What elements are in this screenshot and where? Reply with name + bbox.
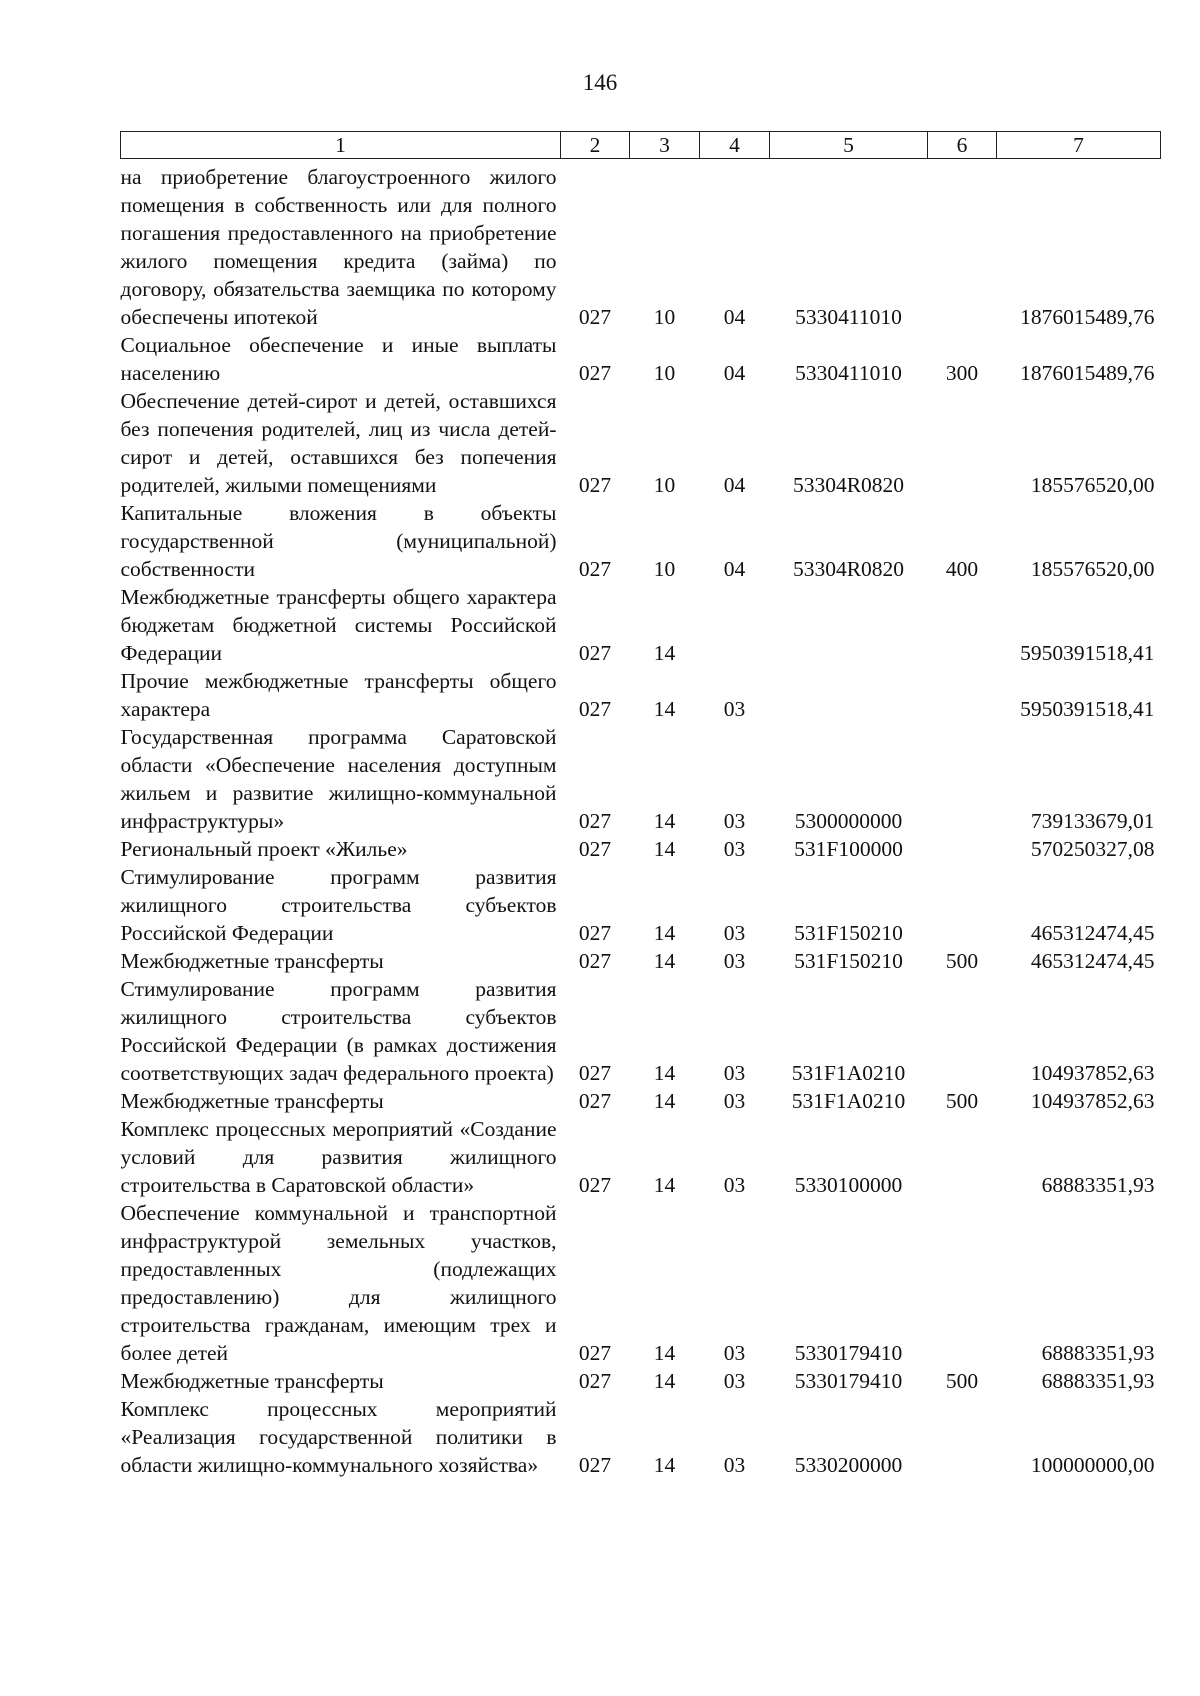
row-subsection-cell: 03 — [723, 1369, 746, 1393]
row-amount-cell: 100000000,00 — [1030, 1453, 1155, 1477]
column-header-4: 4 — [700, 132, 770, 159]
row-subsection-cell: 04 — [723, 473, 746, 497]
row-expense-type-cell — [928, 667, 997, 723]
table-row — [121, 723, 1161, 835]
row-subsection-cell: 03 — [723, 921, 746, 945]
row-expense-type-cell — [928, 863, 997, 947]
row-target-article-cell: 5330411010 — [795, 361, 902, 385]
row-subsection-cell: 03 — [723, 1453, 746, 1477]
row-name-cell: Комплекс процессных мероприятий «Создание условий для развития жилищного строительства в Саратовской области» — [120, 1117, 557, 1197]
row-expense-type-cell — [928, 1115, 997, 1199]
row-target-article-cell: 53304R0820 — [792, 557, 905, 581]
row-subsection-cell: 03 — [723, 949, 746, 973]
row-section-cell: 10 — [653, 473, 676, 497]
row-amount-cell: 739133679,01 — [1030, 809, 1155, 833]
column-header-1: 1 — [121, 132, 561, 159]
row-section-cell: 14 — [653, 809, 676, 833]
row-name-cell: Межбюджетные трансферты — [120, 1089, 384, 1113]
table-row — [121, 863, 1161, 947]
page-number: 146 — [582, 70, 618, 95]
row-name-cell: Обеспечение детей-сирот и детей, оставшихся без попечения родителей, лиц из числа детей-сирот и детей, оставшихся без попечения родителей, жилыми помещениями — [120, 389, 557, 497]
table-row — [121, 331, 1161, 387]
row-ved-cell: 027 — [578, 921, 612, 945]
row-ved-cell: 027 — [578, 1173, 612, 1197]
column-header-6: 6 — [928, 132, 997, 159]
row-ved-cell: 027 — [578, 1369, 612, 1393]
row-subsection-cell: 03 — [723, 1173, 746, 1197]
row-expense-type-cell: 300 — [945, 361, 979, 385]
column-header-3: 3 — [630, 132, 700, 159]
row-expense-type-cell — [928, 835, 997, 863]
row-amount-cell: 5950391518,41 — [1020, 697, 1155, 721]
row-name-cell: Капитальные вложения в объекты государственной (муниципальной) собственности — [120, 501, 557, 581]
row-ved-cell: 027 — [578, 1061, 612, 1085]
row-subsection-cell: 04 — [723, 305, 746, 329]
row-ved-cell: 027 — [578, 697, 612, 721]
row-amount-cell: 68883351,93 — [1041, 1173, 1155, 1197]
column-header-2: 2 — [561, 132, 630, 159]
column-header-7: 7 — [997, 132, 1161, 159]
row-expense-type-cell: 400 — [945, 557, 979, 581]
row-subsection-cell: 03 — [723, 1089, 746, 1113]
table-row — [121, 387, 1161, 499]
table-header-row — [121, 132, 1161, 159]
row-name-cell: Обеспечение коммунальной и транспортной инфраструктурой земельных участков, предоставленных (подлежащих предоставлению) для жилищного строительства гражданам, имеющим трех и более детей — [120, 1201, 557, 1365]
row-subsection-cell: 03 — [723, 1061, 746, 1085]
row-section-cell: 10 — [653, 361, 676, 385]
row-amount-cell: 5950391518,41 — [1020, 641, 1155, 665]
row-subsection-cell: 03 — [723, 837, 746, 861]
row-target-article-cell: 531F1A0210 — [791, 1089, 906, 1113]
row-target-article-cell: 531F150210 — [794, 949, 903, 973]
row-section-cell: 14 — [653, 949, 676, 973]
row-name-cell: Межбюджетные трансферты общего характера бюджетам бюджетной системы Российской Федерации — [120, 585, 557, 665]
row-name-cell: Региональный проект «Жилье» — [120, 837, 408, 861]
row-amount-cell: 104937852,63 — [1030, 1061, 1155, 1085]
row-expense-type-cell — [928, 975, 997, 1087]
row-subsection-cell: 03 — [723, 697, 746, 721]
table-row — [121, 1367, 1161, 1395]
row-expense-type-cell — [928, 387, 997, 499]
row-section-cell: 14 — [653, 1061, 676, 1085]
row-target-article-cell: 5300000000 — [794, 809, 903, 833]
row-target-article-cell: 53304R0820 — [792, 473, 905, 497]
row-expense-type-cell: 500 — [945, 1089, 979, 1113]
row-name-cell: на приобретение благоустроенного жилого помещения в собственность или для полного погашения предоставленного на приобретение жилого помещения кредита (займа) по договору, обязательства заемщика по которому обеспечены ипотекой — [120, 165, 557, 329]
table-row — [121, 667, 1161, 723]
row-ved-cell: 027 — [578, 1453, 612, 1477]
row-section-cell: 14 — [653, 1369, 676, 1393]
row-amount-cell: 104937852,63 — [1030, 1089, 1155, 1113]
row-target-article-cell: 531F1A0210 — [791, 1061, 906, 1085]
row-target-article-cell: 531F100000 — [794, 837, 903, 861]
table-row — [121, 1115, 1161, 1199]
row-section-cell: 14 — [653, 1453, 676, 1477]
row-expense-type-cell — [928, 159, 997, 332]
row-section-cell: 14 — [653, 1341, 676, 1365]
row-ved-cell: 027 — [578, 837, 612, 861]
row-expense-type-cell — [928, 1395, 997, 1479]
row-target-article-cell: 5330179410 — [794, 1369, 903, 1393]
row-name-cell: Комплекс процессных мероприятий «Реализация государственной политики в области жилищно-коммунального хозяйства» — [120, 1397, 557, 1477]
row-ved-cell: 027 — [578, 949, 612, 973]
row-name-cell: Государственная программа Саратовской области «Обеспечение населения доступным жильем и развитие жилищно-коммунальной инфраструктуры» — [120, 725, 557, 833]
row-name-cell: Социальное обеспечение и иные выплаты населению — [120, 333, 557, 385]
row-name-cell: Межбюджетные трансферты — [120, 949, 384, 973]
table-row — [121, 947, 1161, 975]
row-expense-type-cell: 500 — [945, 1369, 979, 1393]
row-name-cell: Стимулирование программ развития жилищного строительства субъектов Российской Федерации — [120, 865, 557, 945]
row-subsection-cell: 03 — [723, 1341, 746, 1365]
row-name-cell: Межбюджетные трансферты — [120, 1369, 384, 1393]
row-amount-cell: 465312474,45 — [1030, 949, 1155, 973]
column-header-5: 5 — [770, 132, 928, 159]
row-ved-cell: 027 — [578, 305, 612, 329]
row-section-cell: 10 — [653, 557, 676, 581]
row-section-cell: 10 — [653, 305, 676, 329]
table-row — [121, 1395, 1161, 1479]
table-row — [121, 975, 1161, 1087]
row-amount-cell: 68883351,93 — [1041, 1369, 1155, 1393]
row-amount-cell: 185576520,00 — [1030, 557, 1155, 581]
row-target-article-cell: 5330411010 — [795, 305, 902, 329]
row-ved-cell: 027 — [578, 1089, 612, 1113]
row-target-article-cell — [770, 583, 928, 667]
row-expense-type-cell — [928, 1199, 997, 1367]
row-section-cell: 14 — [653, 921, 676, 945]
row-ved-cell: 027 — [578, 809, 612, 833]
row-name-cell: Стимулирование программ развития жилищного строительства субъектов Российской Федерации (в рамках достижения соответствующих задач федерального проекта) — [120, 977, 557, 1085]
row-target-article-cell: 5330179410 — [794, 1341, 903, 1365]
table-row — [121, 583, 1161, 667]
table-body — [121, 159, 1161, 1480]
row-ved-cell: 027 — [578, 557, 612, 581]
row-expense-type-cell: 500 — [945, 949, 979, 973]
row-amount-cell: 1876015489,76 — [1020, 361, 1155, 385]
table-row — [121, 1199, 1161, 1367]
table-row — [121, 835, 1161, 863]
row-section-cell: 14 — [653, 697, 676, 721]
row-target-article-cell — [770, 667, 928, 723]
row-amount-cell: 1876015489,76 — [1020, 305, 1155, 329]
budget-table — [120, 131, 1161, 1479]
row-amount-cell: 465312474,45 — [1030, 921, 1155, 945]
table-row — [121, 1087, 1161, 1115]
table-row — [121, 159, 1161, 332]
row-expense-type-cell — [928, 723, 997, 835]
row-subsection-cell: 04 — [723, 361, 746, 385]
row-ved-cell: 027 — [578, 361, 612, 385]
row-subsection-cell — [700, 583, 770, 667]
row-expense-type-cell — [928, 583, 997, 667]
row-ved-cell: 027 — [578, 1341, 612, 1365]
row-section-cell: 14 — [653, 1089, 676, 1113]
row-target-article-cell: 5330100000 — [794, 1173, 903, 1197]
row-amount-cell: 68883351,93 — [1041, 1341, 1155, 1365]
row-name-cell: Прочие межбюджетные трансферты общего характера — [120, 669, 557, 721]
row-section-cell: 14 — [653, 1173, 676, 1197]
row-target-article-cell: 531F150210 — [794, 921, 903, 945]
row-subsection-cell: 03 — [723, 809, 746, 833]
row-section-cell: 14 — [653, 837, 676, 861]
row-ved-cell: 027 — [578, 641, 612, 665]
row-amount-cell: 185576520,00 — [1030, 473, 1155, 497]
row-subsection-cell: 04 — [723, 557, 746, 581]
row-target-article-cell: 5330200000 — [794, 1453, 903, 1477]
row-amount-cell: 570250327,08 — [1030, 837, 1155, 861]
row-ved-cell: 027 — [578, 473, 612, 497]
table-row — [121, 499, 1161, 583]
row-section-cell: 14 — [653, 641, 676, 665]
